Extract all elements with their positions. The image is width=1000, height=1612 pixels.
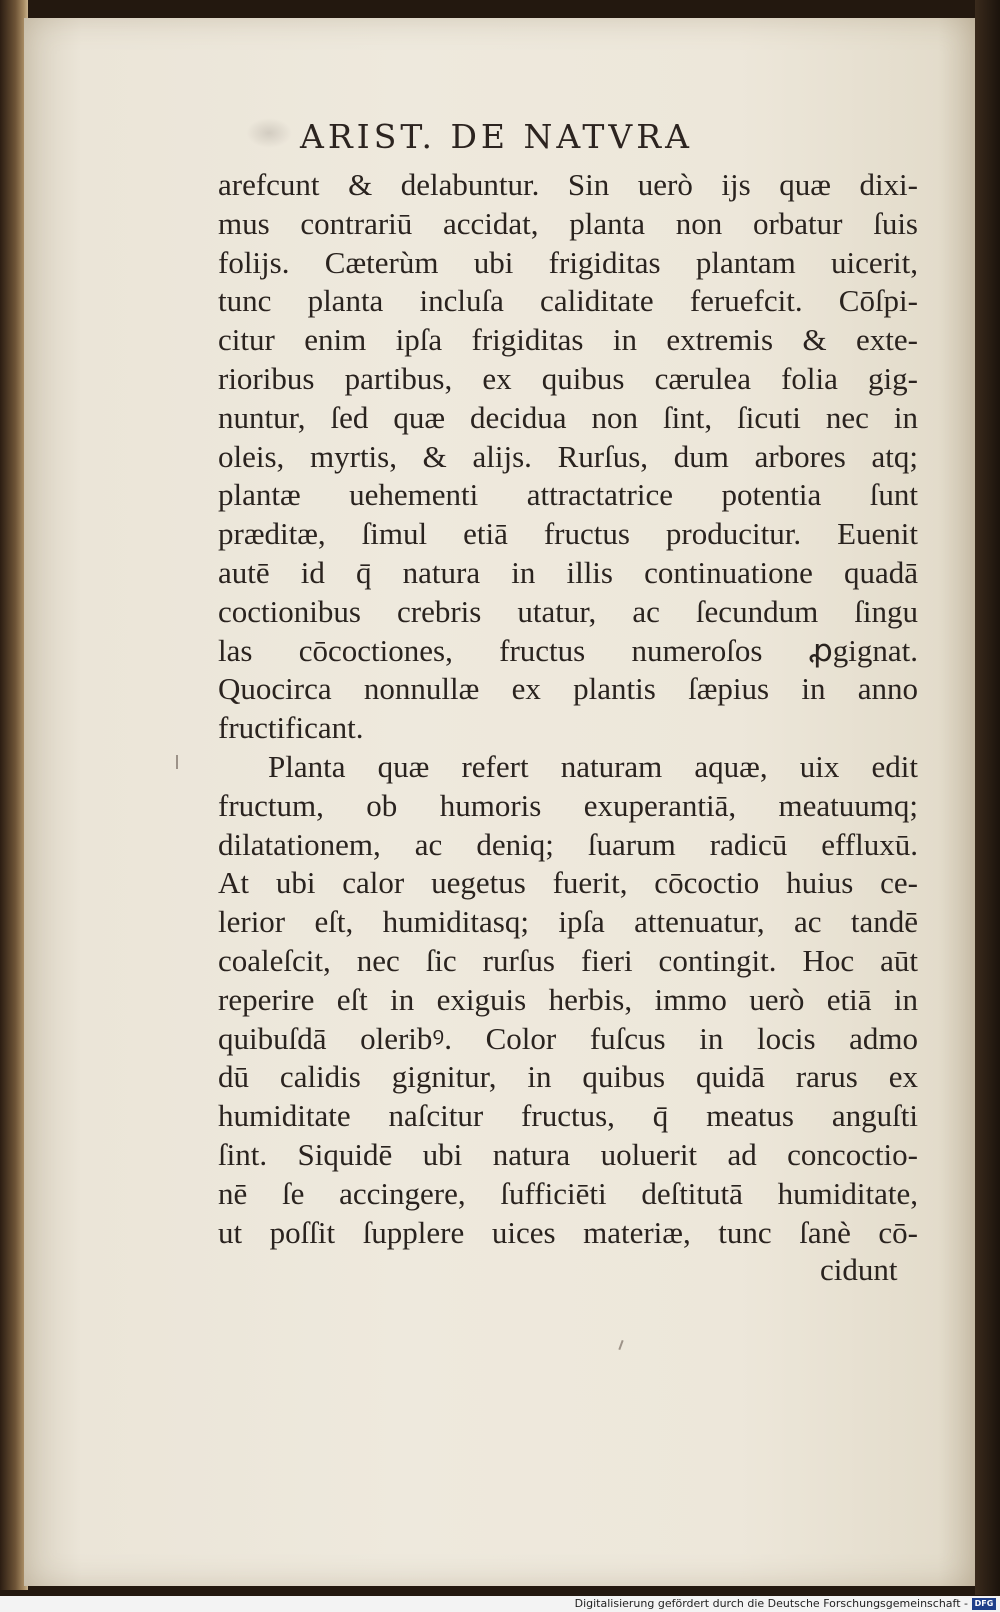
text-line: præditæ, ſimul etiā fructus producitur. Euenit bbox=[218, 516, 918, 552]
text-line: las cōcoctiones, fructus numeroſos ꝓgignat. bbox=[218, 632, 918, 668]
body-text bbox=[218, 166, 918, 1252]
text-line: Quocirca nonnullæ ex plantis ſæpius in anno bbox=[218, 671, 918, 707]
text-line: nuntur, ſed quæ decidua non ſint, ſicuti nec in bbox=[218, 399, 918, 435]
text-line: tunc planta incluſa caliditate feruefcit. Cōſpi- bbox=[218, 283, 918, 319]
text-line: arefcunt & delabuntur. Sin uerò ijs quæ dixi- bbox=[218, 167, 918, 202]
text-line: coaleſcit, nec ſic rurſus fieri contingit. Hoc aūt bbox=[218, 942, 918, 978]
text-line: ſint. Siquidē ubi natura uoluerit ad concoctio- bbox=[218, 1136, 918, 1172]
text-line: autē id q̄ natura in illis continuatione quadā bbox=[218, 554, 918, 590]
text-line: coctionibus crebris utatur, ac ſecundum ſingu bbox=[218, 593, 918, 629]
paragraph-end-line: fructificant. bbox=[218, 710, 364, 746]
text-line: plantæ uehementi attractatrice potentia ſunt bbox=[218, 477, 918, 513]
text-line: mus contrariū accidat, planta non orbatur ſuis bbox=[218, 205, 918, 241]
text-line: reperire eſt in exiguis herbis, immo uerò etiā in bbox=[218, 981, 918, 1017]
text-line: rioribus partibus, ex quibus cærulea folia gig- bbox=[218, 360, 918, 396]
text-line: At ubi calor uegetus fuerit, cōcoctio huius ce- bbox=[218, 865, 918, 901]
footer-credit: Digitalisierung gefördert durch die Deutsche Forschungsgemeinschaft - bbox=[574, 1597, 968, 1610]
paragraph-start-line: Planta quæ refert naturam aquæ, uix edit bbox=[268, 748, 918, 784]
text-line: ut poſſit ſupplere uices materiæ, tunc ſanè cō- bbox=[218, 1214, 918, 1250]
paper-speck bbox=[176, 755, 178, 769]
running-head: ARIST. DE NATVRA bbox=[300, 117, 693, 156]
text-line: fructum, ob humoris exuperantiā, meatuumq; bbox=[218, 787, 918, 823]
dfg-logo-icon: DFG bbox=[972, 1598, 996, 1610]
text-line: oleis, myrtis, & alijs. Rurſus, dum arbores atq; bbox=[218, 438, 918, 474]
text-line: folijs. Cæterùm ubi frigiditas plantam uicerit, bbox=[218, 244, 918, 280]
text-line: nē ſe accingere, ſufficiēti deſtitutā humiditate, bbox=[218, 1175, 918, 1211]
digitization-footer bbox=[0, 1596, 1000, 1612]
ink-smudge bbox=[246, 118, 292, 148]
catchword: cidunt bbox=[820, 1252, 898, 1287]
text-line: dilatationem, ac deniq; ſuarum radicū effluxū. bbox=[218, 826, 918, 862]
text-line: dū calidis gignitur, in quibus quidā rarus ex bbox=[218, 1059, 918, 1095]
text-line: citur enim ipſa frigiditas in extremis & exte- bbox=[218, 322, 918, 358]
page-right-edge bbox=[975, 0, 1000, 1595]
text-line: lerior eſt, humiditasq; ipſa attenuatur, ac tandē bbox=[218, 904, 918, 940]
text-line: humiditate naſcitur fructus, q̄ meatus anguſti bbox=[218, 1098, 918, 1134]
text-line: quibuſdā oleribꝰ. Color fuſcus in locis admo bbox=[218, 1020, 918, 1056]
